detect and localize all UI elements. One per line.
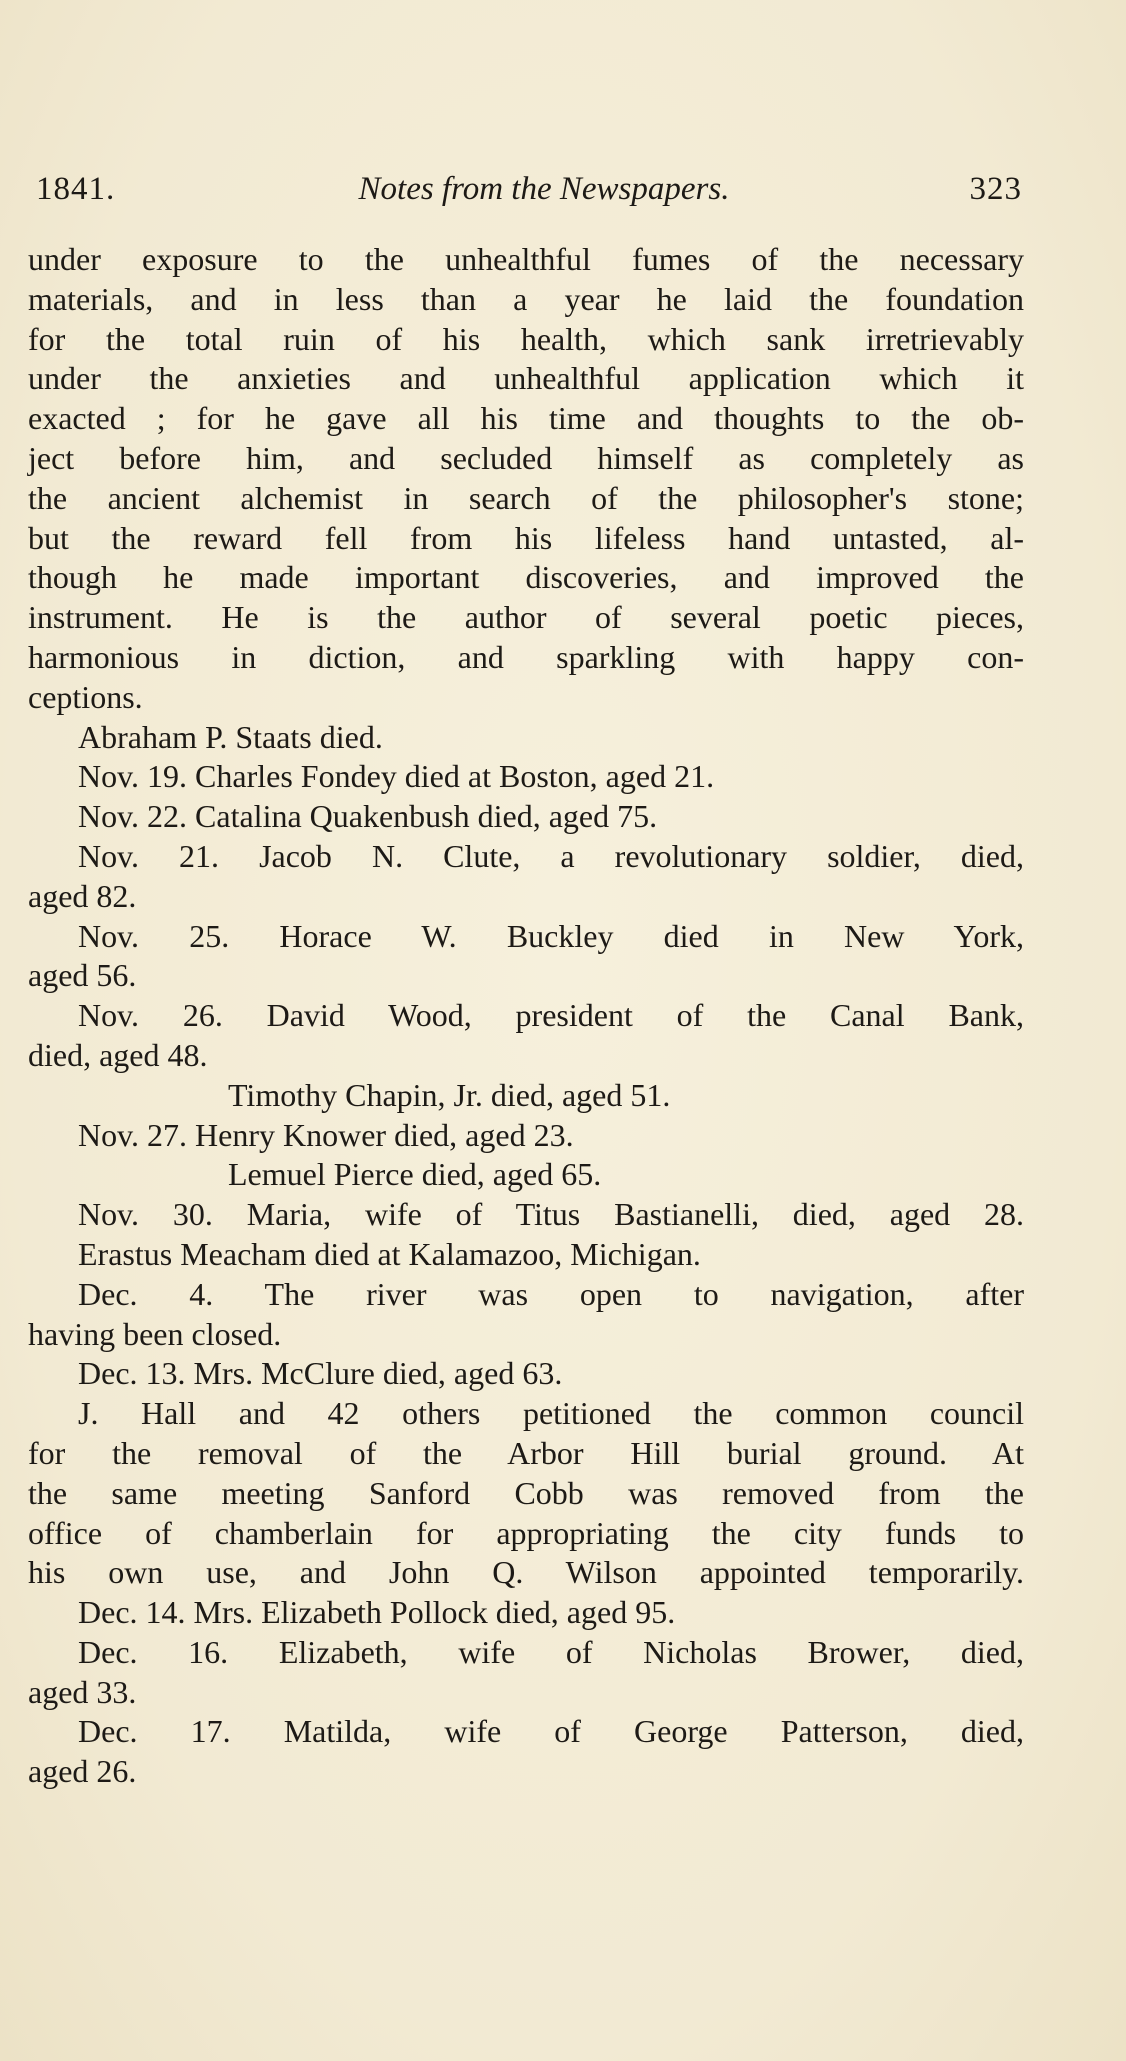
text-line: but the reward fell from his lifeless hand untasted, al- (28, 519, 1024, 556)
text-line: for the total ruin of his health, which sank irretrievably (28, 320, 1024, 357)
text-line: Nov. 22. Catalina Quakenbush died, aged 75. (78, 798, 658, 835)
text-line: aged 56. (28, 957, 137, 994)
text-line: Dec. 13. Mrs. McClure died, aged 63. (78, 1355, 563, 1392)
text-line: J. Hall and 42 others petitioned the common council (78, 1395, 1024, 1432)
text-line: for the removal of the Arbor Hill burial ground. At (28, 1434, 1024, 1471)
text-line: Abraham P. Staats died. (78, 718, 383, 755)
text-line: ject before him, and secluded himself as completely as (28, 439, 1024, 476)
text-line: Erastus Meacham died at Kalamazoo, Michigan. (78, 1235, 701, 1272)
running-header (36, 164, 1022, 214)
text-line: under exposure to the unhealthful fumes of the necessary (28, 241, 1024, 277)
text-line: Dec. 4. The river was open to navigation, after (78, 1275, 1024, 1312)
text-line: ceptions. (28, 678, 143, 715)
text-line: died, aged 48. (28, 1036, 208, 1073)
body-text (28, 240, 1024, 1792)
text-line: aged 82. (28, 877, 137, 914)
text-line: his own use, and John Q. Wilson appointed temporarily. (28, 1554, 1024, 1591)
page-number: 323 (969, 171, 1022, 207)
text-line: Nov. 27. Henry Knower died, aged 23. (78, 1116, 574, 1153)
text-line: Dec. 14. Mrs. Elizabeth Pollock died, aged 95. (78, 1594, 676, 1631)
text-line: instrument. He is the author of several poetic pieces, (28, 599, 1024, 636)
text-line: under the anxieties and unhealthful application which it (28, 360, 1024, 397)
text-line: harmonious in diction, and sparkling with happy con- (28, 638, 1024, 675)
text-line: materials, and in less than a year he laid the foundation (28, 280, 1024, 317)
header-title: Notes from the Newspapers. (358, 171, 730, 207)
text-line: having been closed. (28, 1315, 282, 1352)
text-line: Timothy Chapin, Jr. died, aged 51. (228, 1076, 671, 1113)
text-line: aged 26. (28, 1753, 137, 1790)
text-line: office of chamberlain for appropriating the city funds to (28, 1514, 1024, 1551)
text-line: Dec. 17. Matilda, wife of George Patterson, died, (78, 1713, 1024, 1750)
text-line: Nov. 25. Horace W. Buckley died in New York, (78, 917, 1024, 954)
text-line: aged 33. (28, 1673, 137, 1710)
text-line: Nov. 21. Jacob N. Clute, a revolutionary soldier, died, (78, 837, 1024, 874)
text-line: Dec. 16. Elizabeth, wife of Nicholas Brower, died, (78, 1633, 1024, 1670)
text-line: Lemuel Pierce died, aged 65. (228, 1156, 602, 1193)
text-line: exacted ; for he gave all his time and thoughts to the ob- (28, 400, 1024, 437)
text-line: the same meeting Sanford Cobb was removed from the (28, 1474, 1024, 1511)
header-year: 1841. (36, 171, 116, 207)
text-line: Nov. 26. David Wood, president of the Canal Bank, (78, 997, 1024, 1034)
text-line: Nov. 30. Maria, wife of Titus Bastianelli, died, aged 28. (78, 1196, 1024, 1233)
text-line: though he made important discoveries, and improved the (28, 559, 1024, 596)
text-line: the ancient alchemist in search of the philosopher's stone; (28, 479, 1024, 516)
text-line: Nov. 19. Charles Fondey died at Boston, aged 21. (78, 758, 715, 795)
